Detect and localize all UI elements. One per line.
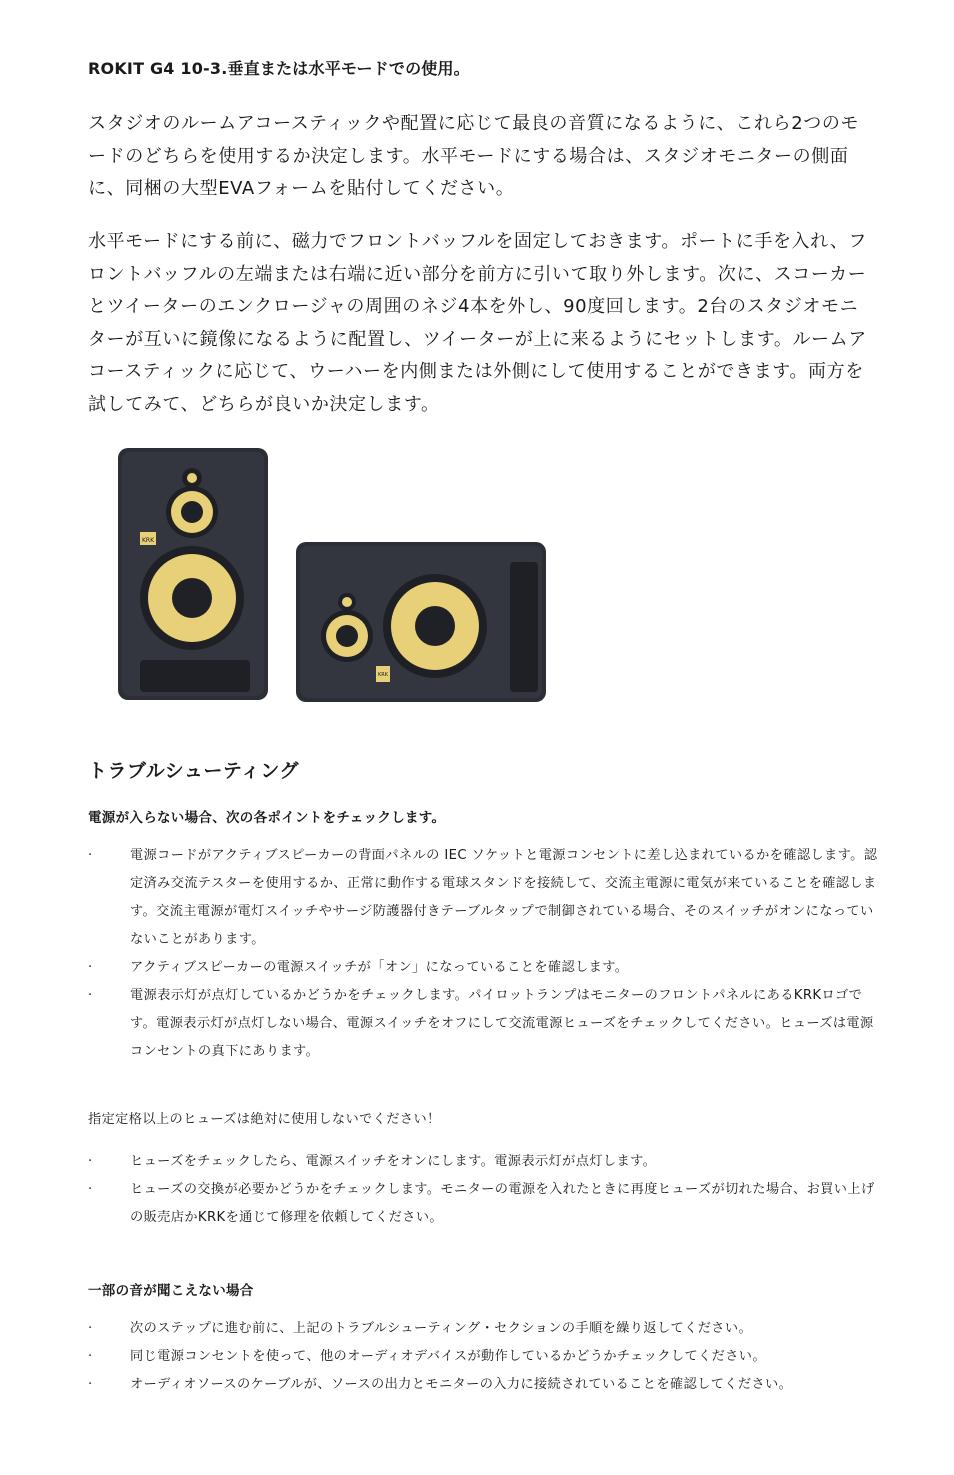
no-sound-list [88,1315,878,1399]
bullet-marker: · [88,1182,93,1197]
vertical-speaker-image [118,448,268,700]
section-title: ROKIT G4 10-3.垂直または水平モードでの使用。 [88,59,470,78]
list-item: · アクティブスピーカーの電源スイッチが「オン」になっていることを確認します。 [88,954,878,982]
bullet-marker: · [88,1321,93,1336]
horizontal-speaker-image [296,542,546,702]
bullet-marker: · [88,1154,93,1169]
list-item: · オーディオソースのケーブルが、ソースの出力とモニターの入力に接続されていることを確認してください。 [88,1371,878,1399]
speaker-illustration [110,440,560,710]
list-item: · 電源表示灯が点灯しているかどうかをチェックします。パイロットランプはモニターのフロントパネルにあるKRKロゴです。電源表示灯が点灯しない場合、電源スイッチをオフにして交流電源ヒューズをチェックしてください。ヒューズは電源コンセントの真下にあります。 [88,982,878,1066]
list-item: · ヒューズをチェックしたら、電源スイッチをオンにします。電源表示灯が点灯します。 [88,1148,878,1176]
no-power-heading: 電源が入らない場合、次の各ポイントをチェックします。 [88,810,446,826]
bullet-marker: · [88,1377,93,1392]
bullet-marker: · [88,988,93,1003]
no-sound-heading: 一部の音が聞こえない場合 [88,1283,254,1299]
instructions-paragraph: 水平モードにする前に、磁力でフロントバッフルを固定しておきます。ポートに手を入れ、フロントバッフルの左端または右端に近い部分を前方に引いて取り外します。次に、スコーカーとツイーターのエンクロージャの周囲のネジ4本を外し、90度回します。2台のスタジオモニターが互いに鏡像になるように配置し、ツイーターが上に来るようにセットします。ルームアコースティックに応じて、ウーハーを内側または外側にして使用することができます。両方を試してみて、どちらが良いか決定します。 [88,231,868,415]
list-item: · 電源コードがアクティブスピーカーの背面パネルの IEC ソケットと電源コンセントに差し込まれているかを確認します。認定済み交流テスターを使用するか、正常に動作する電球スタンドを接続して、交流主電源に電気が来ていることを確認します。交流主電源が電灯スイッチやサージ防護器付きテーブルタップで制御されている場合、そのスイッチがオンになっていないことがあります。 [88,842,878,954]
intro-paragraph: スタジオのルームアコースティックや配置に応じて最良の音質になるように、これら2つのモードのどちらを使用するか決定します。水平モードにする場合は、スタジオモニターの側面に、同梱の大型EVAフォームを貼付してください。 [88,113,860,199]
fuse-list [88,1148,878,1232]
bullet-marker: · [88,1349,93,1364]
vertical-logo-text: KRK [141,537,155,544]
list-item: · 同じ電源コンセントを使って、他のオーディオデバイスが動作しているかどうかチェックしてください。 [88,1343,878,1371]
bullet-marker: · [88,960,93,975]
fuse-warning: 指定定格以上のヒューズは絶対に使用しないでください！ [88,1112,441,1127]
no-power-list [88,842,878,1066]
bullet-marker: · [88,848,93,863]
list-item: · ヒューズの交換が必要かどうかをチェックします。モニターの電源を入れたときに再度ヒューズが切れた場合、お買い上げの販売店かKRKを通じて修理を依頼してください。 [88,1176,878,1232]
troubleshooting-heading: トラブルシューティング [88,760,299,782]
list-item: · 次のステップに進む前に、上記のトラブルシューティング・セクションの手順を繰り返してください。 [88,1315,878,1343]
horizontal-logo-text: KRK [377,672,389,678]
